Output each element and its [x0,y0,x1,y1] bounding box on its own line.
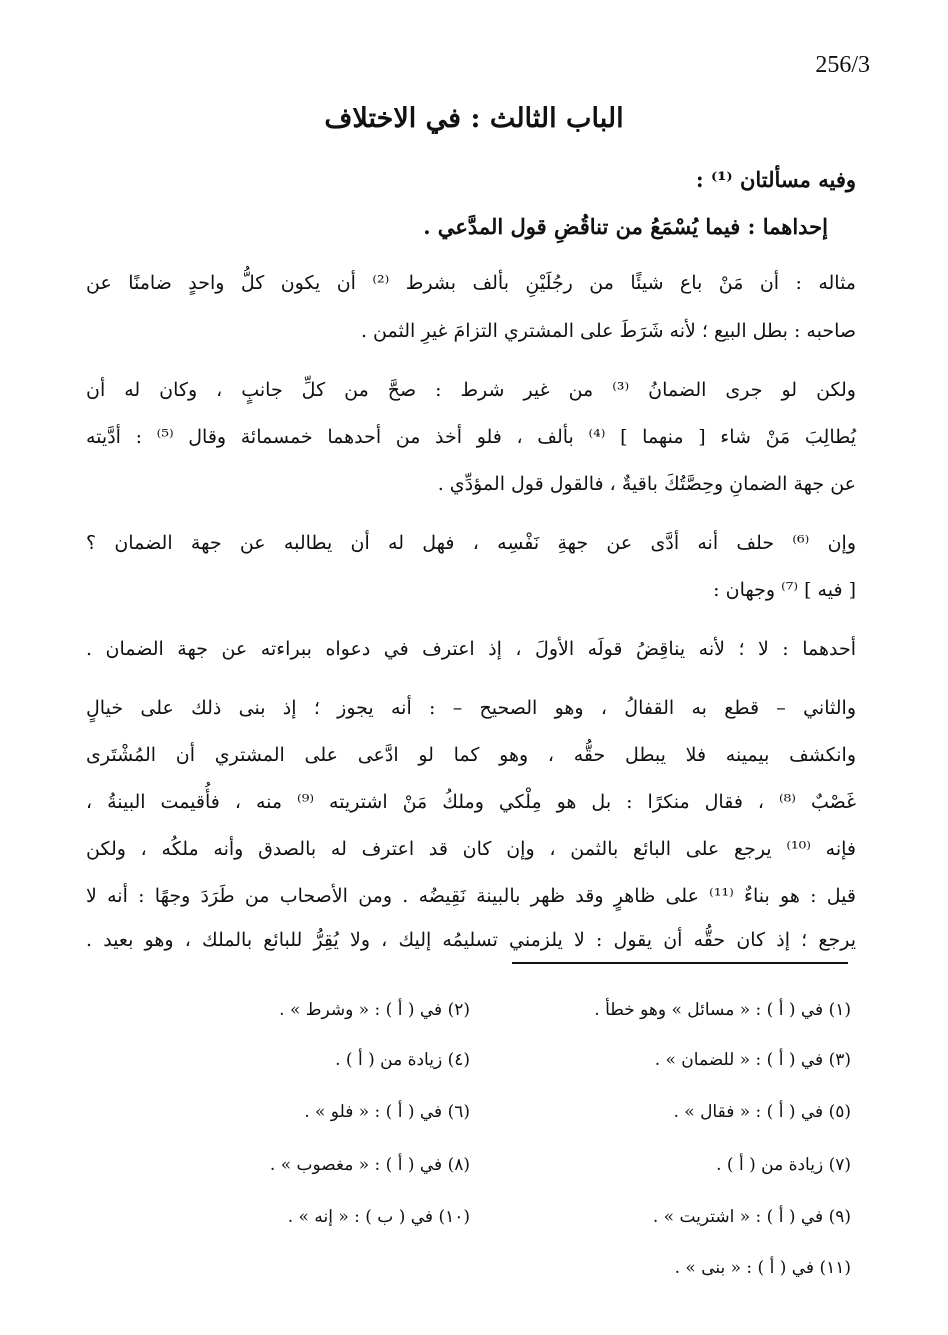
footnote-10: (١٠) في ( ب ) : « إنه » . [287,1207,470,1227]
text-line-4: صاحبه : بطل البيع ؛ لأنه شَرَطَ على المشتري التزامَ غيرِ الثمن . [360,320,856,342]
footnote-1: (١) في ( أ ) : « مسائل » وهو خطأ . [594,1000,851,1020]
text-line-16: يرجع ؛ إذ كان حقُّه أن يقول : لا يلزمني تسليمُه إليك ، ولا يُقِرُّ للبائع بالملك ، وهو بعيد . [86,929,856,951]
footnote-6: (٦) في ( أ ) : « فلو » . [304,1102,470,1122]
text-line-15: قيل : هو بناءٌ ⁽¹¹⁾ على ظاهرٍ وقد ظهر بالبينة نَقِيضُه . ومن الأصحاب من طَرَدَ وجهًا : أنه لا [86,885,856,907]
footnote-2: (٢) في ( أ ) : « وشرط » . [279,1000,470,1020]
text-line-12: وانكشف بيمينه فلا يبطل حقُّه ، وهو كما لو ادَّعى على المشتري أن المُشْتَرى [86,744,856,766]
footnote-5: (٥) في ( أ ) : « فقال » . [673,1102,851,1122]
page-number: 256/3 [815,52,870,78]
chapter-title: الباب الثالث : في الاختلاف [324,103,624,134]
text-line-13: غَصْبٌ ⁽⁸⁾ ، فقال منكرًا : بل هو مِلْكي وملكُ مَنْ اشتريته ⁽⁹⁾ منه ، فأُقيمت البينةُ ، [86,791,857,813]
text-line-9: [ فيه ] ⁽⁷⁾ وجهان : [713,579,856,601]
text-line-7: عن جهة الضمانِ وحِصَّتُكَ باقيةٌ ، فالقول قول المؤدِّي . [437,473,856,495]
footnote-7: (٧) زيادة من ( أ ) . [716,1155,851,1175]
footnote-11: (١١) في ( أ ) : « بنى » . [674,1258,851,1278]
text-line-11: والثاني – قطع به القفالُ ، وهو الصحيح – : أنه يجوز ؛ إذ بنى ذلك على خيالٍ [86,697,856,719]
footnote-9: (٩) في ( أ ) : « اشتريت » . [652,1207,851,1227]
text-line-2: إحداهما : فيما يُسْمَعُ من تناقُضِ قول المدَّعي . [423,214,828,239]
text-line-14: فإنه ⁽¹⁰⁾ يرجع على البائع بالثمن ، وإن كان قد اعترف له بالصدق وأنه ملكُه ، ولكن [86,838,856,860]
text-line-10: أحدهما : لا ؛ لأنه يناقِضُ قولَه الأولَ ، إذ اعترف في دعواه ببراءته عن جهة الضمان . [86,638,856,660]
footnote-4: (٤) زيادة من ( أ ) . [335,1050,470,1070]
text-line-5: ولكن لو جرى الضمانُ ⁽³⁾ من غير شرط : صحَّ من كلِّ جانبٍ ، وكان له أن [86,379,856,401]
text-line-1: وفيه مسألتان ⁽¹⁾ : [695,167,856,192]
text-line-6: يُطالِبَ مَنْ شاء [ منهما ] ⁽⁴⁾ بألف ، فلو أخذ من أحدهما خمسمائة وقال ⁽⁵⁾ : أدَّيته [86,426,856,448]
text-line-8: وإن ⁽⁶⁾ حلف أنه أدَّى عن جهةِ نَفْسِه ، فهل له أن يطالبه عن جهة الضمان ؟ [86,532,856,554]
footnote-3: (٣) في ( أ ) : « للضمان » . [654,1050,851,1070]
footnote-8: (٨) في ( أ ) : « مغصوب » . [269,1155,470,1175]
footnote-separator [512,962,848,964]
text-line-3: مثاله : أن مَنْ باع شيئًا من رجُلَيْنِ بألف بشرط ⁽²⁾ أن يكون كلُّ واحدٍ ضامنًا عن [86,272,856,294]
